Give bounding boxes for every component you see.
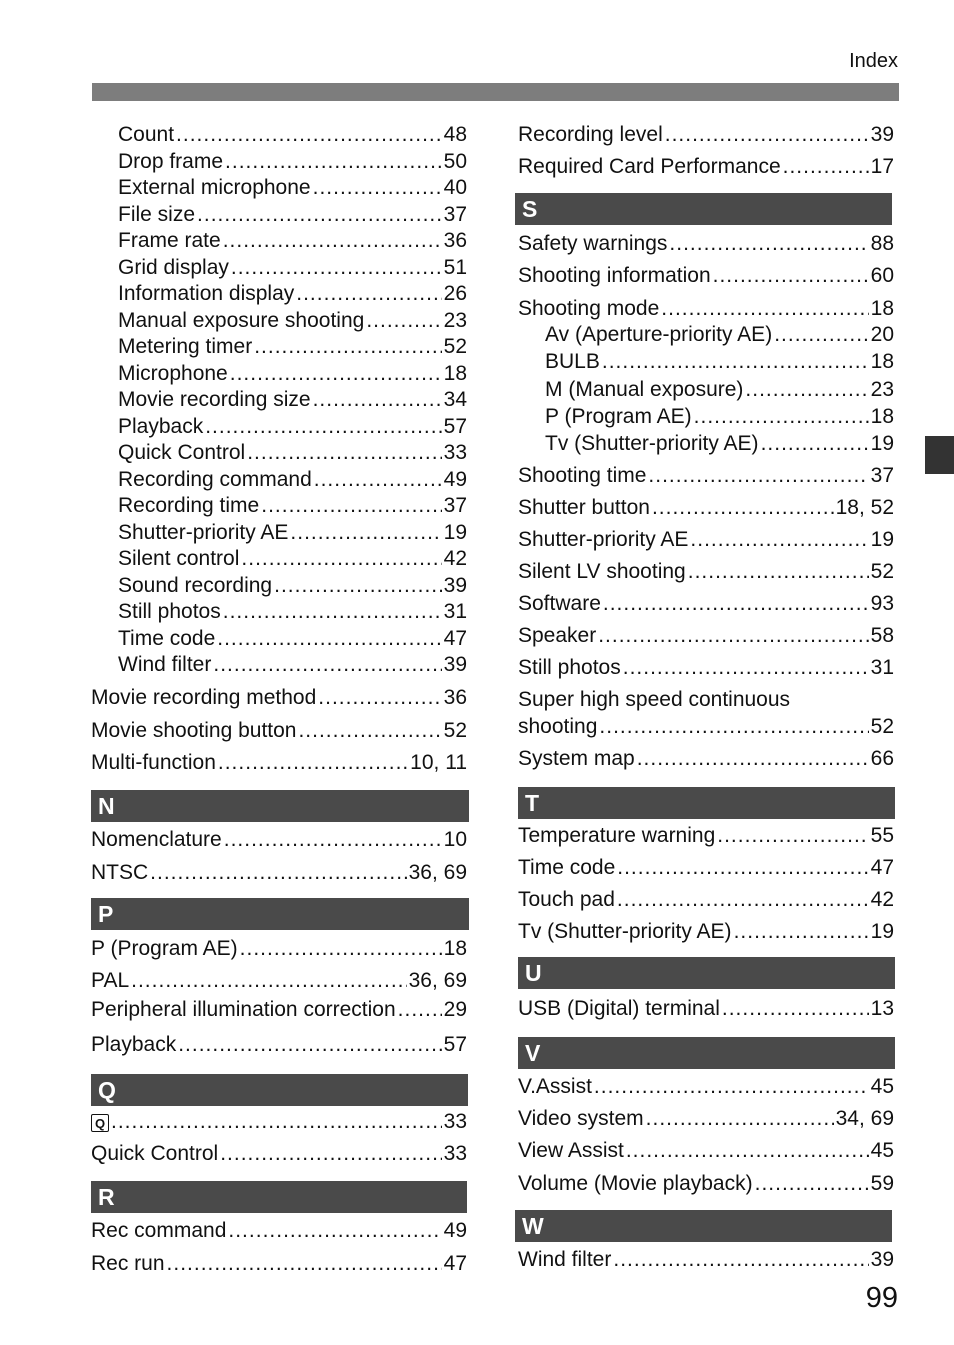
index-entry (518, 655, 894, 681)
entry-page: 37 (870, 464, 894, 487)
entry-label: Tv (Shutter-priority AE) (545, 432, 759, 456)
entry-label: Sound recording (118, 573, 273, 597)
chapter-thumb-tab (925, 436, 954, 474)
entry-label: P (Program AE) (91, 937, 238, 960)
leader-dots (247, 440, 441, 466)
index-entry (118, 467, 467, 493)
entry-page: 42 (443, 547, 467, 570)
entry-label: Drop frame (118, 149, 224, 173)
index-entry (545, 377, 894, 403)
index-entry (118, 387, 467, 413)
index-entry (518, 1074, 894, 1100)
leader-dots (224, 827, 442, 853)
leader-dots (603, 591, 869, 617)
leader-dots (220, 1141, 441, 1167)
leader-dots (178, 1032, 441, 1058)
leader-dots (230, 361, 442, 387)
index-entry (518, 296, 894, 322)
entry-label: Recording time (118, 494, 260, 517)
entry-label: Shooting mode (518, 297, 660, 320)
index-entry (118, 573, 467, 599)
index-entry (518, 1106, 894, 1132)
leader-dots (669, 231, 868, 257)
entry-label: V.Assist (518, 1075, 592, 1098)
index-entry (91, 750, 467, 776)
leader-dots (318, 685, 441, 711)
entry-page: 36, 69 (408, 861, 467, 884)
index-entry (518, 1247, 894, 1273)
index-entry (91, 1141, 467, 1167)
entry-page: 29 (443, 998, 467, 1021)
leader-dots (217, 626, 441, 652)
index-entry (518, 623, 894, 649)
entry-label: Movie recording method (91, 686, 317, 709)
entry-page: 17 (870, 155, 894, 178)
entry-label: BULB (545, 350, 600, 374)
entry-page: 58 (870, 624, 894, 647)
entry-label: Quick Control (118, 441, 246, 464)
entry-label: View Assist (518, 1139, 624, 1162)
entry-label: PAL (91, 969, 130, 992)
leader-dots (613, 1247, 868, 1273)
entry-label: Wind filter (518, 1248, 612, 1271)
index-entry (118, 652, 467, 678)
index-entry (91, 1109, 467, 1135)
leader-dots (688, 559, 869, 585)
leader-dots (755, 1171, 869, 1197)
leader-dots (231, 255, 442, 281)
index-entry (118, 520, 467, 546)
entry-page: 60 (870, 264, 894, 287)
index-entry (91, 860, 467, 886)
leader-dots (717, 823, 868, 849)
entry-page: 19 (870, 920, 894, 943)
entry-label: Metering timer (118, 335, 253, 358)
section-header: S (515, 193, 892, 225)
index-entry (518, 463, 894, 489)
entry-page: 18 (443, 361, 467, 385)
index-entry (518, 527, 894, 553)
entry-label: Touch pad (518, 888, 615, 911)
index-entry (518, 714, 894, 740)
entry-page: 18 (443, 937, 467, 960)
leader-dots (623, 655, 869, 681)
leader-dots (694, 404, 869, 430)
index-entry (518, 591, 894, 617)
entry-label: Manual exposure shooting (118, 308, 365, 332)
entry-page: 52 (870, 560, 894, 583)
entry-page: 57 (443, 1033, 467, 1056)
leader-dots (665, 122, 869, 148)
index-entry (118, 202, 467, 228)
index-entry (91, 685, 467, 711)
entry-page: 88 (870, 232, 894, 255)
entry-label: Safety warnings (518, 232, 668, 255)
entry-page: 50 (443, 149, 467, 173)
leader-dots (241, 546, 441, 572)
leader-dots (594, 1074, 869, 1100)
entry-page: 18, 52 (835, 496, 894, 519)
page-number: 99 (865, 1282, 898, 1314)
header-rule (92, 83, 899, 101)
entry-label: Shutter button (518, 496, 650, 519)
leader-dots (646, 1106, 834, 1132)
entry-label: Recording level (518, 123, 663, 146)
leader-dots (213, 652, 441, 678)
entry-page: 52 (443, 335, 467, 358)
entry-page: 33 (443, 1110, 467, 1133)
index-entry (118, 308, 467, 334)
leader-dots (150, 860, 406, 886)
index-entry (518, 887, 894, 913)
entry-label: Nomenclature (91, 828, 222, 851)
index-entry (118, 255, 467, 281)
entry-page: 18 (870, 404, 894, 428)
entry-label: System map (518, 747, 635, 770)
index-entry (118, 228, 467, 254)
entry-page: 20 (870, 323, 894, 346)
leader-dots (298, 718, 441, 744)
leader-dots (617, 855, 868, 881)
entry-label: shooting (518, 715, 598, 738)
entry-page: 13 (870, 997, 894, 1020)
index-entry (118, 361, 467, 387)
index-entry (545, 322, 894, 348)
entry-page: 49 (443, 1219, 467, 1242)
quick-control-icon: Q (91, 1114, 109, 1132)
index-entry (518, 122, 894, 148)
entry-label: Volume (Movie playback) (518, 1172, 753, 1195)
leader-dots (296, 281, 441, 307)
entry-page: 48 (443, 123, 467, 146)
leader-dots (131, 968, 406, 994)
leader-dots (648, 463, 868, 489)
leader-dots (722, 996, 869, 1022)
entry-label: Multi-function (91, 751, 216, 774)
entry-label: Silent control (118, 547, 240, 570)
entry-label: Rec run (91, 1252, 165, 1275)
entry-page: 34 (443, 388, 467, 411)
index-entry (518, 495, 894, 521)
section-header: V (518, 1037, 895, 1069)
entry-label: Video system (518, 1107, 644, 1130)
entry-page: 19 (870, 432, 894, 456)
leader-dots (228, 1218, 441, 1244)
index-entry (545, 404, 894, 430)
leader-dots (783, 154, 869, 180)
entry-page: 18 (870, 350, 894, 374)
index-entry (91, 936, 467, 962)
index-entry (118, 546, 467, 572)
entry-label: Silent LV shooting (518, 560, 686, 583)
entry-label: Still photos (118, 600, 221, 623)
entry-page: 37 (443, 494, 467, 517)
entry-page: 45 (870, 1139, 894, 1162)
entry-page: 23 (870, 377, 894, 401)
index-entry (518, 855, 894, 881)
entry-label: Grid display (118, 255, 229, 279)
leader-dots (637, 746, 869, 772)
index-entry (518, 1138, 894, 1164)
entry-label: Time code (518, 856, 616, 879)
entry-label: Microphone (118, 361, 228, 385)
section-header: N (91, 790, 469, 822)
entry-page: 52 (870, 715, 894, 738)
section-header: T (518, 787, 895, 819)
entry-page: 23 (443, 308, 467, 332)
leader-dots (197, 202, 442, 228)
section-header: Q (91, 1074, 468, 1106)
entry-page: 26 (443, 282, 467, 305)
entry-label: Time code (118, 626, 216, 650)
entry-label: External microphone (118, 176, 311, 199)
entry-label: Shooting information (518, 264, 711, 287)
entry-label: Count (118, 123, 175, 146)
entry-label: Playback (91, 1033, 177, 1056)
index-entry (91, 1251, 467, 1277)
entry-page: 66 (870, 747, 894, 770)
entry-page: 47 (443, 1252, 467, 1275)
index-entry (91, 968, 467, 994)
leader-dots (205, 414, 441, 440)
index-entry (518, 746, 894, 772)
leader-dots (240, 936, 442, 962)
leader-dots (713, 263, 869, 289)
entry-icon-label (91, 1109, 109, 1135)
index-entry (118, 626, 467, 652)
entry-label: M (Manual exposure) (545, 377, 744, 401)
leader-dots (218, 750, 408, 776)
entry-label: USB (Digital) terminal (518, 997, 720, 1020)
leader-dots (366, 308, 441, 334)
entry-label: Temperature warning (518, 824, 716, 847)
index-entry (91, 827, 467, 853)
entry-page: 47 (443, 626, 467, 650)
entry-label: Shutter-priority AE (118, 520, 289, 544)
index-entry (518, 996, 894, 1022)
entry-page: 31 (870, 656, 894, 679)
entry-page: 36, 69 (408, 969, 467, 992)
entry-page: 55 (870, 824, 894, 847)
entry-label: Speaker (518, 624, 597, 647)
section-header: W (515, 1210, 892, 1242)
leader-dots (223, 599, 442, 625)
entry-label: Required Card Performance (518, 155, 781, 178)
entry-label: Software (518, 592, 601, 615)
index-entry (118, 281, 467, 307)
index-entry (518, 823, 894, 849)
index-entry (518, 263, 894, 289)
entry-page: 31 (443, 600, 467, 623)
entry-page: 49 (443, 467, 467, 491)
index-entry (118, 599, 467, 625)
entry-label: Information display (118, 282, 295, 305)
index-entry (118, 149, 467, 175)
leader-dots (398, 997, 442, 1023)
entry-label: Peripheral illumination correction (91, 998, 396, 1021)
entry-label: Shutter-priority AE (518, 528, 689, 551)
leader-dots (254, 334, 441, 360)
index-entry (518, 559, 894, 585)
entry-page: 34, 69 (835, 1107, 894, 1130)
entry-page: 40 (443, 176, 467, 199)
leader-dots (598, 623, 868, 649)
index-entry (545, 431, 894, 457)
section-header: P (91, 898, 469, 930)
entry-label: Av (Aperture-priority AE) (545, 323, 773, 346)
entry-page: 52 (443, 719, 467, 742)
page-header-title: Index (849, 50, 898, 72)
section-header: U (518, 957, 895, 989)
leader-dots (602, 349, 869, 375)
leader-dots (599, 714, 868, 740)
entry-label: Wind filter (118, 653, 212, 676)
entry-page: 57 (443, 414, 467, 438)
index-entry (118, 440, 467, 466)
leader-dots (167, 1251, 442, 1277)
entry-page: 39 (443, 573, 467, 597)
entry-label: Frame rate (118, 229, 221, 252)
leader-dots (774, 322, 868, 348)
entry-page: 18 (870, 297, 894, 320)
entry-page: 37 (443, 202, 467, 226)
leader-dots (690, 527, 868, 553)
leader-dots (626, 1138, 869, 1164)
leader-dots (661, 296, 868, 322)
section-header: R (91, 1181, 467, 1213)
entry-label: Tv (Shutter-priority AE) (518, 920, 732, 943)
leader-dots (313, 387, 442, 413)
index-entry (518, 154, 894, 180)
entry-page: 19 (443, 520, 467, 544)
index-entry (118, 122, 467, 148)
entry-page: 33 (443, 1142, 467, 1165)
entry-page: 39 (443, 653, 467, 676)
entry-label: Rec command (91, 1219, 227, 1242)
entry-label: Playback (118, 414, 204, 438)
index-entry (518, 1171, 894, 1197)
entry-page: 59 (870, 1172, 894, 1195)
leader-dots (290, 520, 441, 546)
entry-page: 42 (870, 888, 894, 911)
leader-dots (314, 467, 442, 493)
leader-dots (274, 573, 442, 599)
index-entry (91, 1032, 467, 1058)
entry-page: 93 (870, 592, 894, 615)
entry-label: NTSC (91, 861, 149, 884)
entry-page: 19 (870, 528, 894, 551)
entry-label: P (Program AE) (545, 404, 692, 428)
index-entry (118, 493, 467, 519)
leader-dots (734, 919, 869, 945)
entry-label: Quick Control (91, 1142, 219, 1165)
index-entry (118, 414, 467, 440)
leader-dots (111, 1109, 442, 1135)
entry-page: 47 (870, 856, 894, 879)
entry-label: Still photos (518, 656, 621, 679)
entry-label: Movie shooting button (91, 719, 297, 742)
entry-page: 33 (443, 441, 467, 464)
entry-label: Movie recording size (118, 388, 311, 411)
index-entry (91, 1218, 467, 1244)
leader-dots (176, 122, 442, 148)
index-entry (118, 175, 467, 201)
entry-label-line: Super high speed continuous (518, 688, 791, 711)
entry-label: Recording command (118, 467, 312, 491)
index-entry (91, 997, 467, 1023)
leader-dots (225, 149, 442, 175)
index-entry (91, 718, 467, 744)
leader-dots (261, 493, 441, 519)
leader-dots (652, 495, 834, 521)
entry-label: File size (118, 202, 196, 226)
entry-page: 36 (443, 686, 467, 709)
index-entry (545, 349, 894, 375)
entry-label: Shooting time (518, 464, 647, 487)
entry-page: 10 (443, 828, 467, 851)
entry-page: 10, 11 (410, 751, 467, 774)
entry-page: 39 (870, 123, 894, 146)
entry-page: 39 (870, 1248, 894, 1271)
leader-dots (313, 175, 442, 201)
leader-dots (617, 887, 869, 913)
index-entry (118, 334, 467, 360)
entry-page: 36 (443, 229, 467, 252)
index-entry (518, 919, 894, 945)
index-entry (518, 231, 894, 257)
entry-page: 51 (443, 255, 467, 279)
leader-dots (745, 377, 868, 403)
leader-dots (761, 431, 869, 457)
leader-dots (223, 228, 442, 254)
entry-page: 45 (870, 1075, 894, 1098)
